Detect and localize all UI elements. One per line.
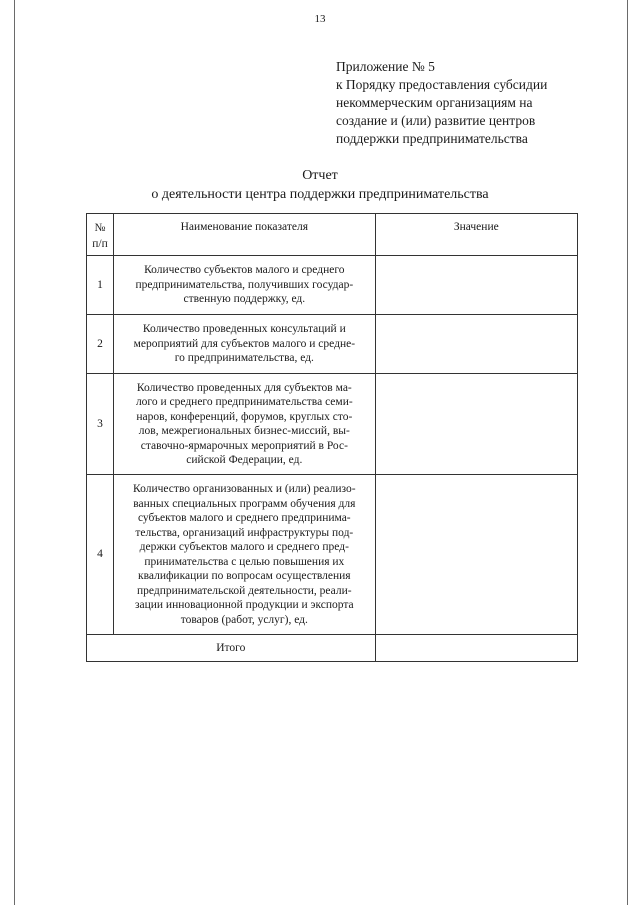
table-row [87, 256, 578, 315]
report-title-subtitle: о деятельности центра поддержки предпринимательства [151, 187, 489, 202]
indicator-line: предпринимательской деятельности, реали- [137, 584, 352, 597]
table-row [87, 374, 578, 475]
indicator-line: держки субъектов малого и среднего пред- [139, 541, 349, 553]
indicator-line: го предпринимательства, ед. [174, 352, 314, 365]
indicator-line: Количество субъектов малого и среднего [144, 264, 345, 277]
report-title [0, 166, 640, 204]
appendix-line: поддержки предпринимательства [336, 131, 528, 146]
report-title-main: Отчет [302, 168, 338, 183]
indicator-line: Количество проведенных консультаций и [142, 323, 346, 336]
indicator-line: предпринимательства, получивших государ- [135, 278, 354, 291]
indicator-name [114, 315, 376, 374]
appendix-line: создание и (или) развитие центров [336, 113, 536, 128]
indicator-line: наров, конференций, форумов, круглых сто- [136, 410, 353, 423]
indicator-line: лов, межрегиональных бизнес-миссий, вы- [138, 425, 350, 437]
indicator-name [114, 374, 376, 475]
value-cell[interactable] [375, 475, 577, 635]
row-number: 1 [87, 256, 114, 315]
header-number-line2: п/п [92, 238, 108, 250]
report-table [86, 213, 578, 662]
appendix-line: некоммерческим организациям на [336, 95, 533, 110]
table-header-row [87, 214, 578, 256]
appendix-block [336, 58, 616, 148]
total-label: Итого [87, 635, 376, 662]
header-value: Значение [375, 214, 577, 256]
row-number: 4 [87, 475, 114, 635]
value-cell[interactable] [375, 256, 577, 315]
indicator-line: Количество проведенных для субъектов ма- [136, 381, 352, 394]
appendix-line: Приложение № 5 [336, 59, 435, 74]
indicator-line: тельства, организаций инфраструктуры под- [135, 526, 354, 539]
total-row [87, 635, 578, 662]
header-number [87, 214, 114, 256]
page-number: 13 [314, 13, 326, 25]
header-number-line1: № [94, 222, 106, 234]
header-indicator-name: Наименование показателя [114, 214, 376, 256]
indicator-line: мероприятий для субъектов малого и средне- [133, 337, 356, 350]
indicator-name [114, 256, 376, 315]
value-cell[interactable] [375, 315, 577, 374]
table-row [87, 475, 578, 635]
indicator-name [114, 475, 376, 635]
indicator-line: принимательства с целью повышения их [144, 555, 345, 568]
value-cell[interactable] [375, 374, 577, 475]
total-value-cell[interactable] [375, 635, 577, 662]
indicator-line: зации инновационной продукции и экспорта [134, 599, 354, 611]
indicator-line: квалификации по вопросам осуществления [138, 570, 351, 582]
indicator-line: ственную поддержку, ед. [183, 293, 306, 306]
indicator-line: лого и среднего предпринимательства семи- [135, 396, 353, 408]
indicator-line: товаров (работ, услуг), ед. [180, 613, 308, 626]
indicator-line: субъектов малого и среднего предпринима- [137, 512, 351, 524]
indicator-line: Количество организованных и (или) реализо- [133, 483, 356, 495]
indicator-line: ставочно-ярмарочных мероприятий в Рос- [140, 439, 348, 452]
row-number: 2 [87, 315, 114, 374]
appendix-line: к Порядку предоставления субсидии [336, 77, 548, 92]
indicator-line: ванных специальных программ обучения для [133, 497, 356, 510]
indicator-line: сийской Федерации, ед. [186, 454, 303, 466]
table-row [87, 315, 578, 374]
row-number: 3 [87, 374, 114, 475]
